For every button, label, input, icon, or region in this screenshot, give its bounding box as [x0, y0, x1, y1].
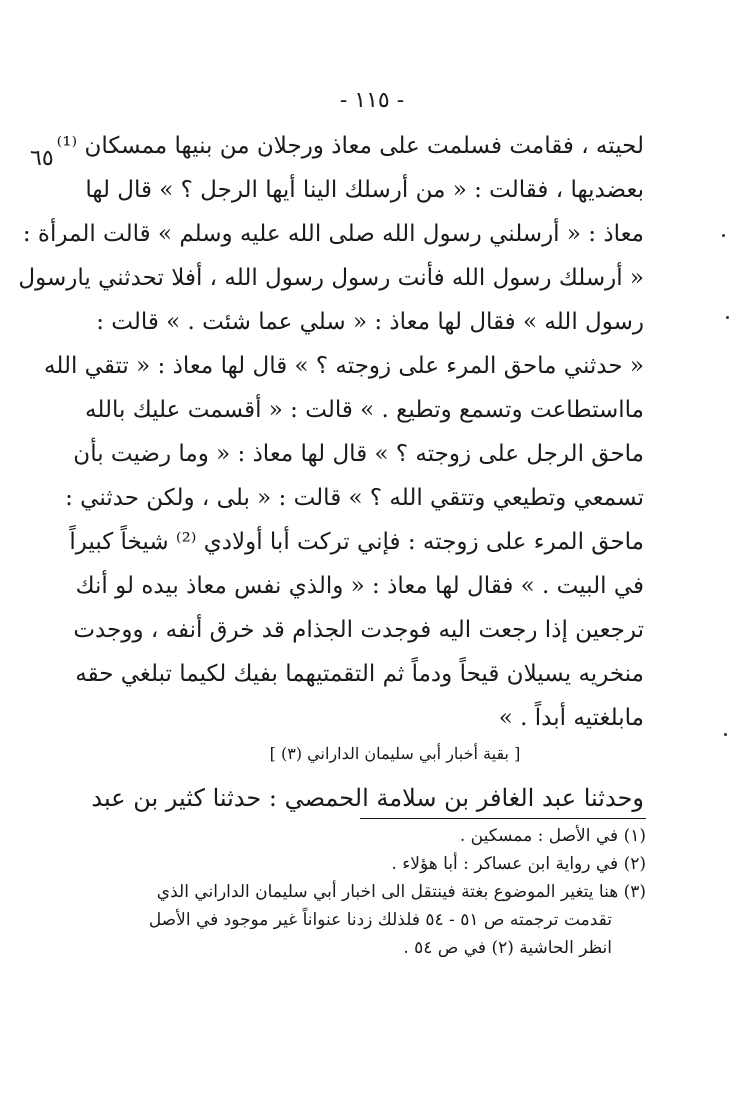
footnote-3: (٣) هنا يتغير الموضوع بغتة فينتقل الى اخبار أبي سليمان الداراني الذي: [156, 882, 646, 902]
continuation-line: وحدثنا عبد الغافر بن سلامة الحمصي : حدثنا كثير بن عبد: [91, 784, 644, 812]
body-line: ماحق المرء على زوجته : فإني تركت أبا أولادي ⁽²⁾ شيخاً كبيراً: [69, 529, 644, 555]
footnote-1: (١) في الأصل : ممسكين .: [459, 826, 646, 846]
margin-number: ٦٥: [30, 146, 54, 171]
body-line: لحيته ، فقامت فسلمت على معاذ ورجلان من بنيها ممسكان ⁽¹⁾: [56, 133, 644, 159]
body-line: منخريه يسيلان قيحاً ودماً ثم التقمتيهما بفيك لكيما تبلغي حقه: [75, 661, 644, 687]
body-line: بعضديها ، فقالت : « من أرسلك الينا أيها الرجل ؟ » قال لها: [85, 177, 644, 203]
footnote-3-continuation: تقدمت ترجمته ص ٥١ - ٥٤ فلذلك زدنا عنواناً غير موجود في الأصل: [148, 910, 612, 930]
body-line: معاذ : « أرسلني رسول الله صلى الله عليه وسلم » قالت المرأة :: [22, 221, 644, 247]
body-line: رسول الله » فقال لها معاذ : « سلي عما شئت . » قالت :: [96, 309, 644, 335]
footnotes: [150, 822, 646, 962]
body-line: تسمعي وتطيعي وتتقي الله ؟ » قالت : « بلى ، ولكن حدثني :: [65, 485, 644, 511]
body-line: « حدثني ماحق المرء على زوجته ؟ » قال لها معاذ : « تتقي الله: [44, 353, 644, 379]
scan-speck: [722, 234, 725, 237]
section-heading: [ بقية أخبار أبي سليمان الداراني (٣) ]: [269, 744, 521, 763]
body-line: مااستطاعت وتسمع وتطيع . » قالت : « أقسمت عليك بالله: [85, 397, 644, 423]
footnote-separator: [360, 818, 646, 819]
footnote-3-continuation: انظر الحاشية (٢) في ص ٥٤ .: [403, 938, 612, 958]
body-line: في البيت . » فقال لها معاذ : « والذي نفس معاذ بيده لو أنك: [75, 573, 644, 599]
body-line: مابلغتيه أبداً . »: [498, 705, 644, 731]
body-line: « أرسلك رسول الله فأنت رسول رسول الله ، أفلا تحدثني يارسول: [18, 265, 644, 291]
footnote-2: (٢) في رواية ابن عساكر : أبا هؤلاء .: [391, 854, 646, 874]
body-line: ماحق الرجل على زوجته ؟ » قال لها معاذ : « وما رضيت بأن: [73, 441, 644, 467]
page-number: - ١١٥ -: [339, 88, 405, 113]
scan-speck: [724, 733, 727, 736]
scan-speck: [726, 316, 729, 319]
body-line: ترجعين إذا رجعت اليه فوجدت الجذام قد خرق أنفه ، ووجدت: [73, 617, 644, 643]
